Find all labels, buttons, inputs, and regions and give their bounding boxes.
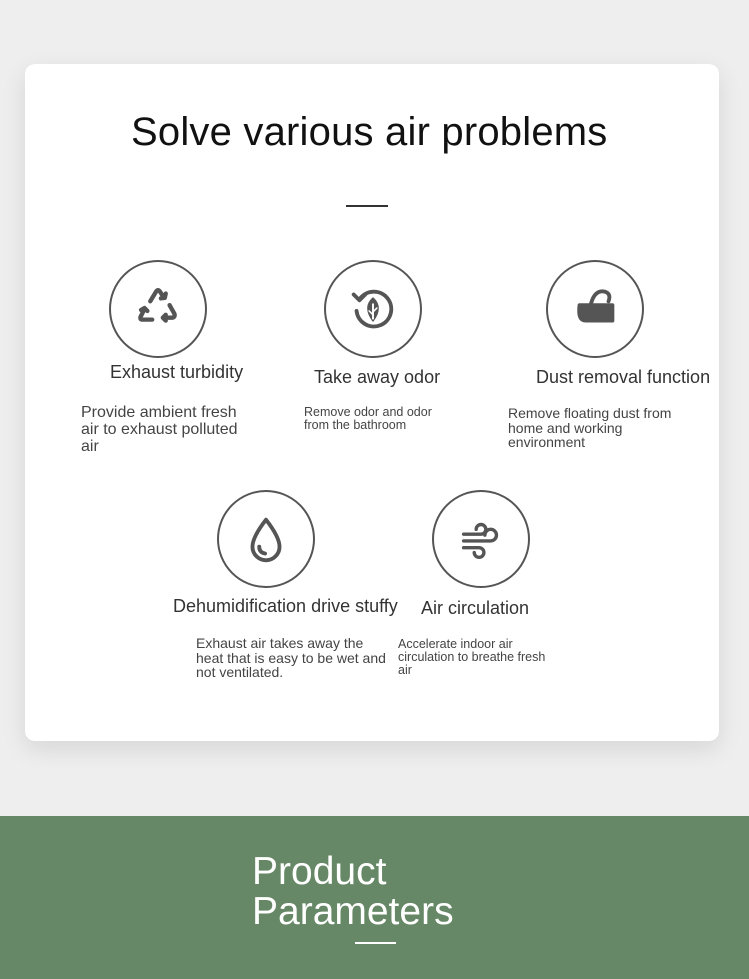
feature-title-dehumidification: Dehumidification drive stuffy xyxy=(173,596,398,616)
dust-scraper-icon xyxy=(546,260,644,358)
leaf-refresh-icon xyxy=(324,260,422,358)
feature-title-dust-removal: Dust removal function xyxy=(536,367,711,387)
feature-title-exhaust-turbidity: Exhaust turbidity xyxy=(110,362,244,382)
feature-title-air-circulation: Air circulation xyxy=(421,598,530,618)
footer-divider xyxy=(355,942,396,944)
feature-desc-take-away-odor: Remove odor and odor from the bathroom xyxy=(304,405,432,433)
feature-desc-dehumidification: Exhaust air takes away the heat that is easy to be wet and not ventilated. xyxy=(196,635,386,681)
recycle-icon xyxy=(109,260,207,358)
title-divider xyxy=(346,205,388,207)
feature-desc-air-circulation: Accelerate indoor air circulation to breathe fresh air xyxy=(398,637,546,678)
feature-desc-dust-removal: Remove floating dust from home and working environment xyxy=(508,405,672,451)
wind-icon xyxy=(432,490,530,588)
feature-desc-exhaust-turbidity: Provide ambient fresh air to exhaust polluted air xyxy=(81,404,238,455)
water-drop-icon xyxy=(217,490,315,588)
section-title: Solve various air problems xyxy=(131,110,608,154)
product-parameters-heading: Product Parameters xyxy=(252,850,454,933)
feature-title-take-away-odor: Take away odor xyxy=(314,367,441,387)
